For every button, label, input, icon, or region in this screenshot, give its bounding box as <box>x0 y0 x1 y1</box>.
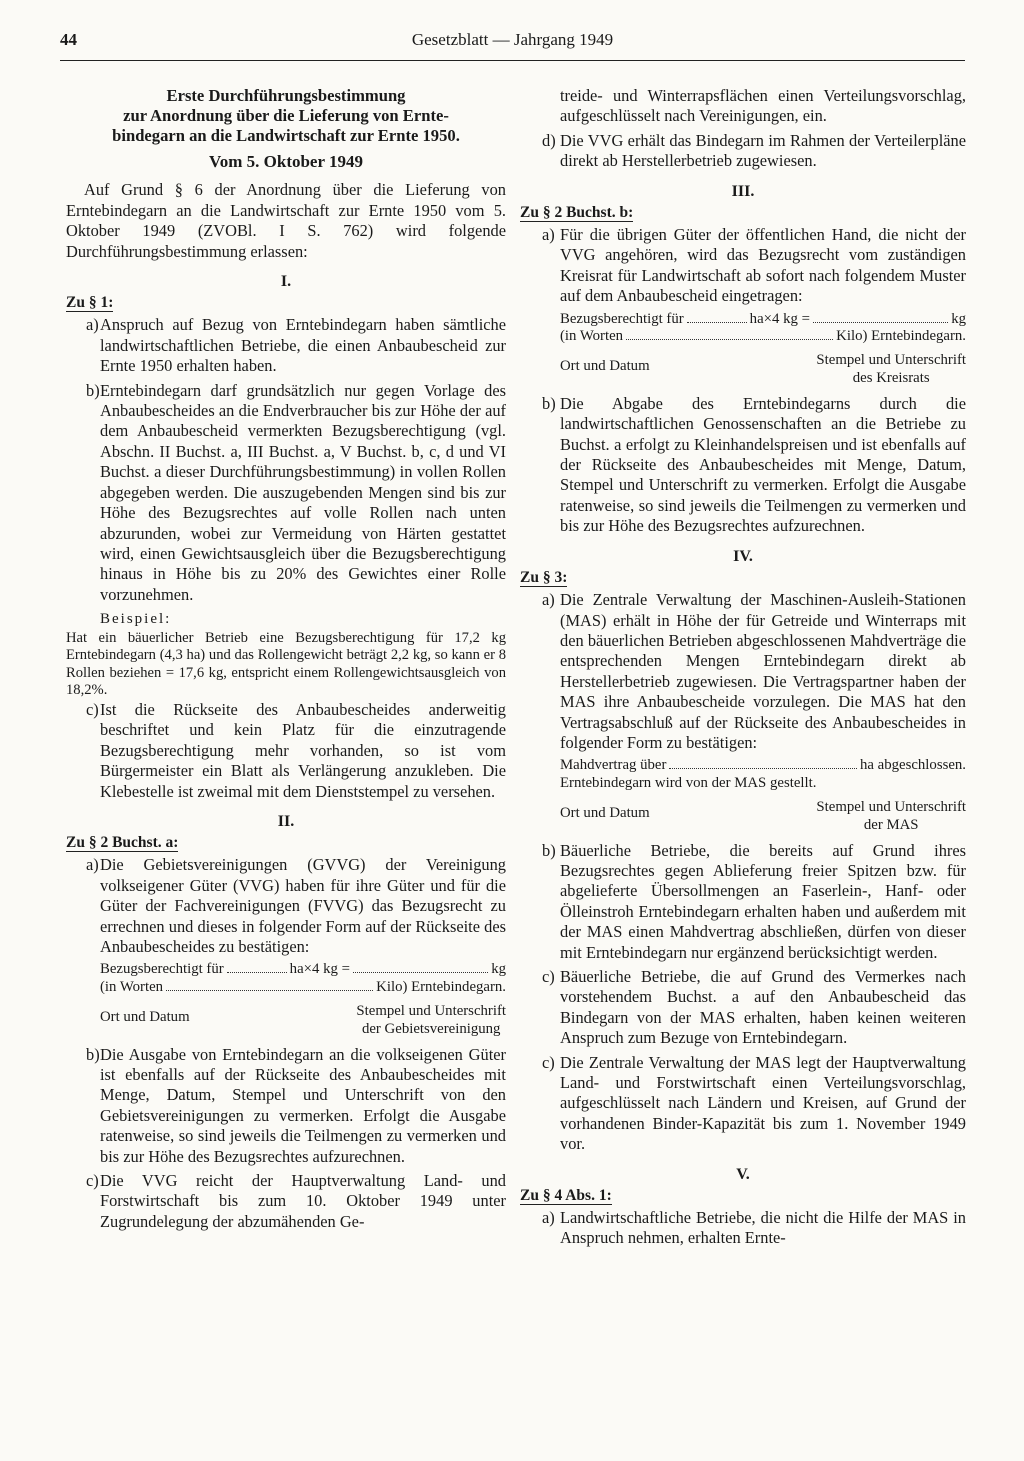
item-label: c) <box>542 1052 555 1072</box>
form-line-1 <box>100 961 506 979</box>
form-blank <box>669 758 857 769</box>
list-item-4b <box>520 841 966 963</box>
list-item-2c-continued <box>520 86 966 127</box>
place-date-label: Ort und Datum <box>560 804 650 821</box>
form-blank <box>166 980 373 991</box>
form-unit: kg <box>491 961 506 978</box>
section-heading-ii: II. <box>277 812 295 830</box>
item-text: Bäuerliche Betriebe, die auf Grund des Vermerkes nach vorstehendem Buchst. a auf den Anbaubescheid das Bindegarn von der MAS erhalten, haben keinen weiteren Anspruch zum Bezuge von Erntebindegarn. <box>560 966 966 1048</box>
title-line-3: bindegarn an die Landwirtschaft zur Ernte 1950. <box>112 126 460 145</box>
list-item-1a <box>66 315 506 376</box>
item-label: a) <box>542 1208 555 1228</box>
section-ref-2a: Zu § 2 Buchst. a: <box>66 834 179 852</box>
page-header <box>60 30 965 56</box>
item-label: b) <box>542 393 556 413</box>
stamp-line-2: des Kreisrats <box>852 370 930 387</box>
section-heading-iv: IV. <box>733 547 753 565</box>
form-template-kreisrat <box>560 311 966 388</box>
item-text: Anspruch auf Bezug von Erntebindegarn haben sämtliche landwirtschaftlichen Betriebe, die einen Anbaubescheid zur Ernte 1950 erhalten haben. <box>100 315 506 376</box>
form-line-2 <box>560 328 966 346</box>
section-heading-v: V. <box>736 1165 750 1183</box>
example-heading: Beispiel: <box>100 611 172 628</box>
list-item-5a <box>520 1208 966 1249</box>
section-ref-2b: Zu § 2 Buchst. b: <box>520 204 634 222</box>
form-label: (in Worten <box>560 328 624 345</box>
section-ref-4-1: Zu § 4 Abs. 1: <box>520 1187 612 1205</box>
stamp-line-1: Stempel und Unterschrift <box>816 798 966 815</box>
document-title <box>66 86 506 146</box>
section-heading-i: I. <box>280 273 292 291</box>
form-unit: kg <box>951 310 966 327</box>
list-item-3a <box>520 225 966 388</box>
form-line-1 <box>560 757 966 775</box>
list-item-1c <box>66 700 506 802</box>
item-text: treide- und Winterrapsflächen einen Verteilungsvorschlag, aufgeschlüsselt nach Vereinigungen, ein. <box>560 86 966 126</box>
intro-paragraph: Auf Grund § 6 der Anordnung über die Lieferung von Erntebindegarn an die Landwirtschaft zur Ernte 1950 vom 5. Oktober 1949 (ZVOBl. I S. 762) wird folgende Durchführungsbestimmung erlassen: <box>66 180 506 261</box>
item-label: d) <box>542 130 556 150</box>
list-item-4a <box>520 590 966 834</box>
item-text: Ist die Rückseite des Anbaubescheides anderweitig beschriftet und kein Platz für die einzutragende Bezugsberechtigung mehr vorhanden, so ist vom Bürgermeister ein Blatt als Verlängerung anzukleben. Die Klebestelle ist zweimal mit dem Dienststempel zu versehen. <box>100 699 506 801</box>
list-item-1b <box>66 381 506 605</box>
place-date-label: Ort und Datum <box>100 1008 190 1025</box>
item-text: Die Zentrale Verwaltung der Maschinen-Ausleih-Stationen (MAS) erhält in Höhe der für Getreide und Winterraps mit den bäuerlichen Betrieben abgeschlossenen Mahdverträge die entsprechenden Mengen Erntebindegarn direkt ab Herstellerbetrieb zugewiesen. Die Vertragspartner haben der MAS ihre Anbaubescheide vorzulegen. Die MAS hat den Vertragsabschluß auf der Rückseite des Anbaubescheides in folgender Form zu bestätigen: <box>560 590 966 752</box>
running-title: Gesetzblatt — Jahrgang 1949 <box>411 30 614 49</box>
item-label: b) <box>542 840 556 860</box>
title-line-2: zur Anordnung über die Lieferung von Ernte- <box>123 106 449 125</box>
item-label: a) <box>86 855 99 875</box>
form-line-2 <box>100 979 506 997</box>
item-label: a) <box>542 590 555 610</box>
form-end: ha abgeschlossen. <box>859 757 966 774</box>
form-blank <box>227 962 287 973</box>
item-text: Die VVG reicht der Hauptverwaltung Land- und Forstwirtschaft bis zum 10. Oktober 1949 unter Zugrundelegung der abzumähenden Ge- <box>100 1171 506 1231</box>
form-mid: ha×4 kg = <box>289 961 350 978</box>
item-label: c) <box>86 1171 99 1190</box>
header-rule <box>60 60 965 61</box>
example-text: Hat ein bäuerlicher Betrieb eine Bezugsberechtigung für 17,2 kg Erntebindegarn (4,3 ha) und das Rollengewicht beträgt 2,2 kg, so kann er 8 Rollen beziehen = 17,6 kg, entspricht einem Rollengewichtsausgleich von 18,2%. <box>66 629 506 699</box>
item-label: c) <box>542 966 555 986</box>
list-item-2c <box>66 1171 506 1232</box>
section-ref-3: Zu § 3: <box>520 569 568 587</box>
stamp-line-2: der MAS <box>863 816 919 833</box>
section-heading-iii: III. <box>731 182 755 200</box>
item-text: Die Abgabe des Erntebindegarns durch die landwirtschaftlichen Genossenschaften an die Betriebe zu Buchst. a erfolgt zu Kleinhandelspreisen und ist ebenfalls auf der Rückseite des Anbaubescheides mit Menge, Datum, Stempel und Unterschrift zu vermerken. Erfolgt die Ausgabe ratenweise, so sind jeweils die Teilmengen zu vermerken und bis zur Höhe des Bezugsrechtes aufzurechnen. <box>560 393 966 536</box>
list-item-2b <box>66 1045 506 1167</box>
form-blank <box>687 312 747 323</box>
right-column <box>520 86 966 1253</box>
list-item-2a <box>66 855 506 1038</box>
form-mid: ha×4 kg = <box>749 310 810 327</box>
stamp-line-2: der Gebietsvereinigung <box>361 1020 501 1037</box>
stamp-line-1: Stempel und Unterschrift <box>356 1002 506 1019</box>
item-label: b) <box>86 1044 100 1064</box>
item-label: a) <box>86 315 99 335</box>
item-text: Die Gebietsvereinigungen (GVVG) der Vereinigung volkseigener Güter (VVG) haben für ihre Güter und für die Güter der Fachvereinigungen (FVVG) das Bezugsrecht zu errechnen und dieses in folgender Form auf der Rückseite des Anbaubescheides zu bestätigen: <box>100 855 506 956</box>
stamp-signature-label <box>356 1003 506 1039</box>
stamp-line-1: Stempel und Unterschrift <box>816 352 966 369</box>
item-label: a) <box>542 225 555 245</box>
list-item-3b <box>520 394 966 537</box>
form-line-1 <box>560 311 966 329</box>
form-label: Bezugsberechtigt für <box>100 961 224 978</box>
item-text: Bäuerliche Betriebe, die bereits auf Grund ihres Bezugsrechtes gegen Ablieferung freier Spitzen bzw. für abgelieferte Übersollmengen an Faserlein-, Hanf- oder Ölleinstroh Erntebindegarn erhalten haben und außerdem mit der MAS einen Mahdvertrag abschließen, dürfen von dieser mit Erntebindegarn nur ergänzend berücksichtigt werden. <box>560 840 966 962</box>
signature-block <box>560 352 966 388</box>
left-column <box>66 86 506 1236</box>
page-number: 44 <box>60 30 77 49</box>
form-line-2 <box>560 775 966 793</box>
form-label: Erntebindegarn wird von der MAS gestellt. <box>560 775 817 792</box>
form-label: (in Worten <box>100 979 164 996</box>
item-text: Landwirtschaftliche Betriebe, die nicht die Hilfe der MAS in Anspruch nehmen, erhalten Ernte- <box>560 1208 966 1248</box>
title-line-1: Erste Durchführungsbestimmung <box>166 86 406 105</box>
signature-block <box>100 1003 506 1039</box>
place-date-label: Ort und Datum <box>560 358 650 375</box>
list-item-4c <box>520 967 966 1049</box>
list-item-2d <box>520 131 966 172</box>
item-label: b) <box>86 380 100 400</box>
item-text: Die VVG erhält das Bindegarn im Rahmen der Verteilerpläne direkt ab Herstellerbetrieb zugewiesen. <box>560 130 966 171</box>
form-template-gvvg <box>100 961 506 1038</box>
form-blank <box>353 962 488 973</box>
form-label: Mahdvertrag über <box>560 757 667 774</box>
stamp-signature-label <box>816 799 966 835</box>
section-ref-1: Zu § 1: <box>66 294 114 312</box>
stamp-signature-label <box>816 352 966 388</box>
list-item-4c-second <box>520 1053 966 1155</box>
form-blank <box>626 329 833 340</box>
item-label: c) <box>86 699 99 719</box>
document-date: Vom 5. Oktober 1949 <box>209 152 363 171</box>
signature-block <box>560 799 966 835</box>
form-end: Kilo) Erntebindegarn. <box>836 328 966 345</box>
item-text: Erntebindegarn darf grundsätzlich nur gegen Vorlage des Anbaubescheides an die Endverbraucher bis zur Höhe der auf dem Anbaubescheid vermerkten Bezugsberechtigung (vgl. Abschn. II Buchst. a, III Buchst. a, V Buchst. b, c, d und VI Buchst. a dieser Durchführungsbestimmung) in vollen Rollen abgegeben werden. Die auszugebenden Mengen sind bis zur Höhe des Bezugsrechtes auf volle Rollen nach unten abzurunden, wobei zur Vermeidung von Härten gestattet wird, einen Gewichtsausgleich über die Bezugsberechtigung hinaus in Höhe bis zu 20% des Gewichtes einer Rolle vorzunehmen. <box>100 380 506 604</box>
item-text: Die Zentrale Verwaltung der MAS legt der Hauptverwaltung Land- und Forstwirtschaft einen Verteilungsvorschlag, aufgeschlüsselt nach Ländern und Kreisen, auf Grund der vorhandenen Binder-Kapazität bis zum 1. November 1949 vor. <box>560 1052 966 1154</box>
form-template-mas <box>560 757 966 834</box>
item-text: Für die übrigen Güter der öffentlichen Hand, die nicht der VVG angehören, wird das Bezugsrecht vom zuständigen Kreisrat für Landwirtschaft ab sofort nach folgendem Muster auf dem Anbaubescheid eingetragen: <box>560 225 966 306</box>
form-label: Bezugsberechtigt für <box>560 310 684 327</box>
item-text: Die Ausgabe von Erntebindegarn an die volkseigenen Güter ist ebenfalls auf der Rückseite des Anbaubescheides mit Menge, Datum, Stempel und Unterschrift von den Gebietsvereinigungen zu vermerken. Erfolgt die Ausgabe ratenweise, so sind jeweils die Teilmengen zu vermerken und bis zur Höhe des Bezugsrechtes aufzurechnen. <box>100 1044 506 1166</box>
form-blank <box>813 312 948 323</box>
form-end: Kilo) Erntebindegarn. <box>376 979 506 996</box>
